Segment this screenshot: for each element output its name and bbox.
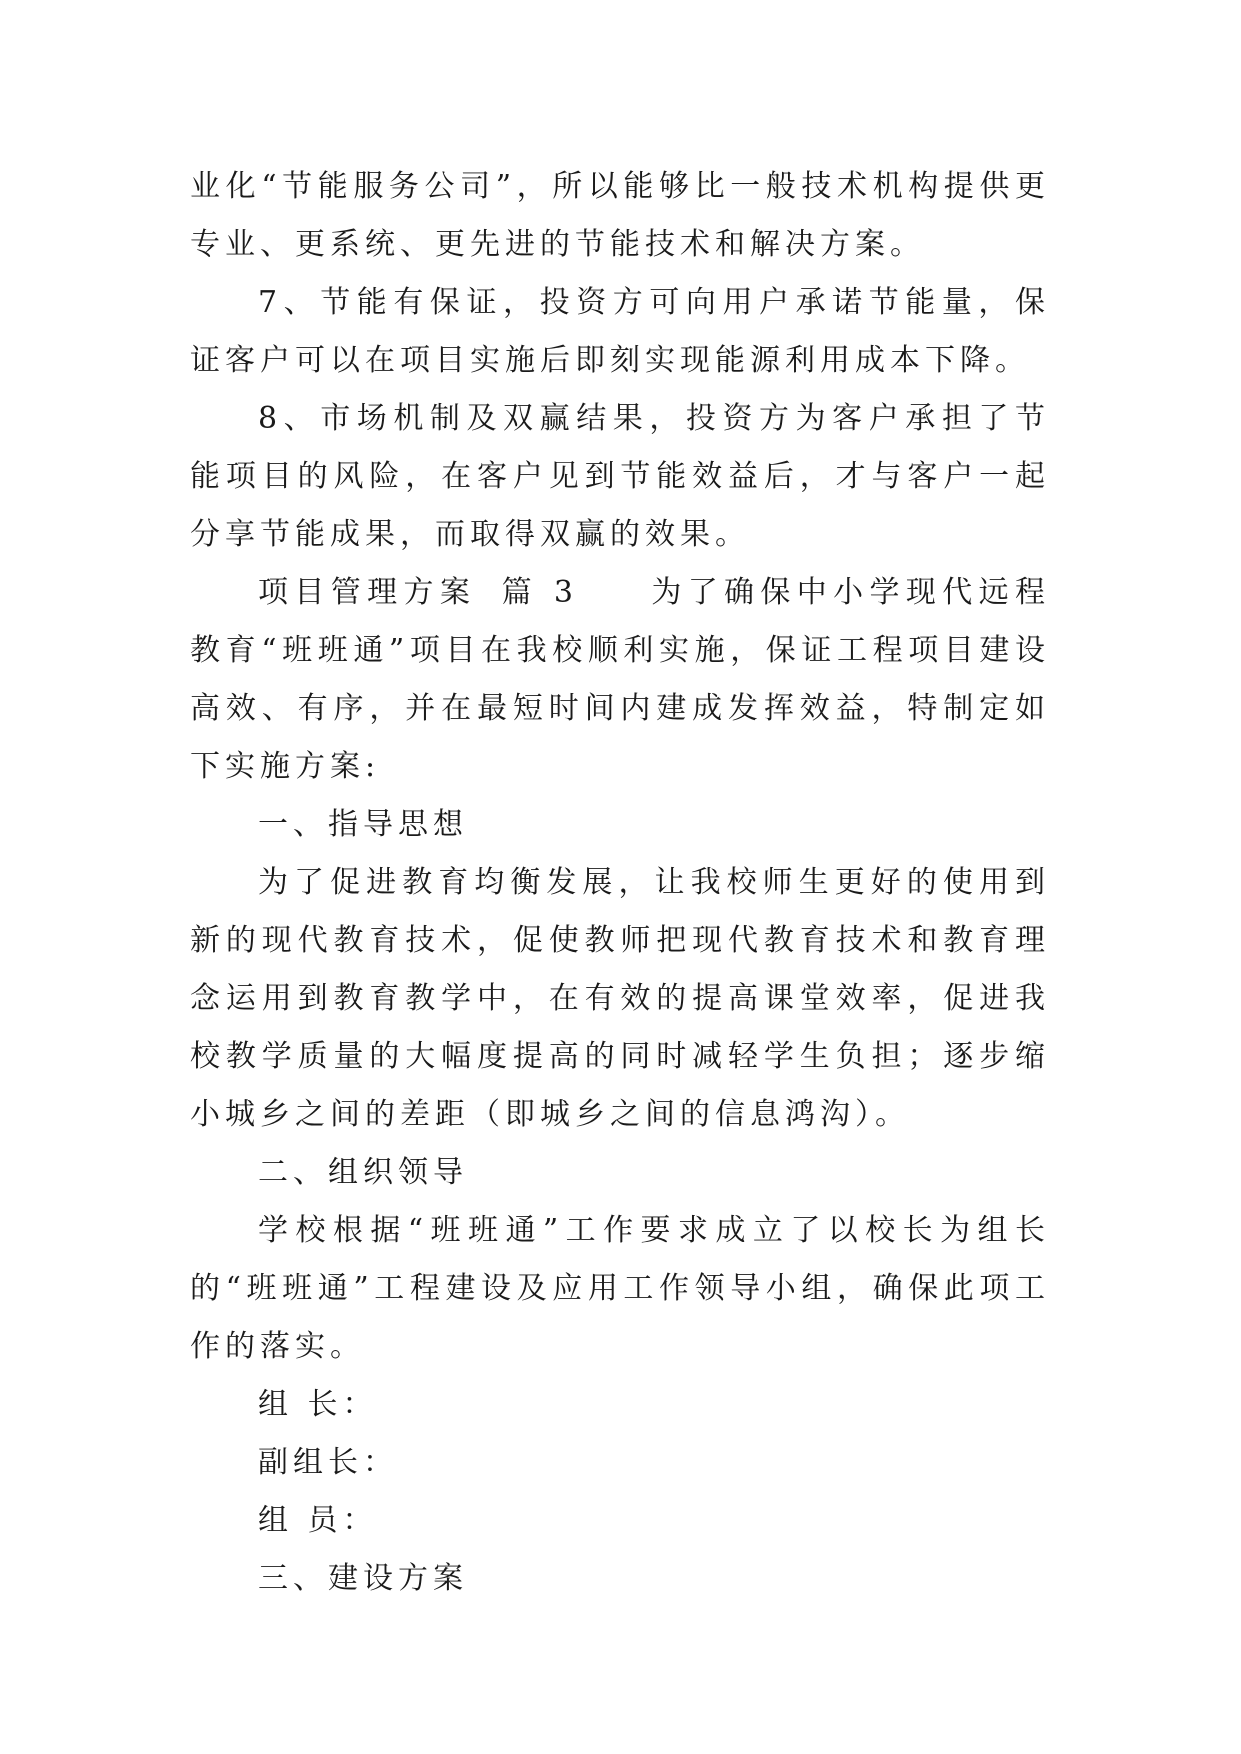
vice-leader-line: 副组长： [258, 1445, 398, 1480]
plan-intro-text: 为了确保中小学现代远程教育“班班通”项目在我校顺利实施，保证工程项目建设高效、有序，并在最短时间内建成发挥效益，特制定如下实施方案: [190, 575, 1051, 784]
plan-title: 项目管理方案 [258, 575, 477, 610]
members-line: 组 员： [258, 1503, 378, 1538]
leader-line: 组 长： [258, 1387, 378, 1422]
plan-label: 篇 3 [500, 575, 578, 610]
paragraph-point-7: 7、节能有保证，投资方可向用户承诺节能量，保证客户可以在项目实施后即刻实现能源利用成本下降。 [190, 285, 1050, 378]
heading-guiding-ideology: 一、指导思想 [258, 807, 468, 842]
paragraph-guiding-ideology: 为了促进教育均衡发展，让我校师生更好的使用到新的现代教育技术，促使教师把现代教育技术和教育理念运用到教育教学中，在有效的提高课堂效率，促进我校教学质量的大幅度提高的同时减轻学生负担；逐步缩小城乡之间的差距（即城乡之间的信息鸿沟）。 [190, 865, 1050, 1132]
paragraph-plan-intro [190, 564, 1050, 796]
heading-construction-plan: 三、建设方案 [258, 1561, 468, 1596]
heading-organization: 二、组织领导 [258, 1155, 468, 1190]
paragraph-point-8: 8、市场机制及双赢结果，投资方为客户承担了节能项目的风险，在客户见到节能效益后，才与客户一起分享节能成果，而取得双赢的效果。 [190, 401, 1050, 552]
document-body [190, 158, 1050, 1608]
paragraph-organization: 学校根据“班班通”工作要求成立了以校长为组长的“班班通”工程建设及应用工作领导小组，确保此项工作的落实。 [190, 1213, 1050, 1364]
paragraph-energy-service: 业化“节能服务公司”，所以能够比一般技术机构提供更专业、更系统、更先进的节能技术和解决方案。 [190, 169, 1050, 262]
